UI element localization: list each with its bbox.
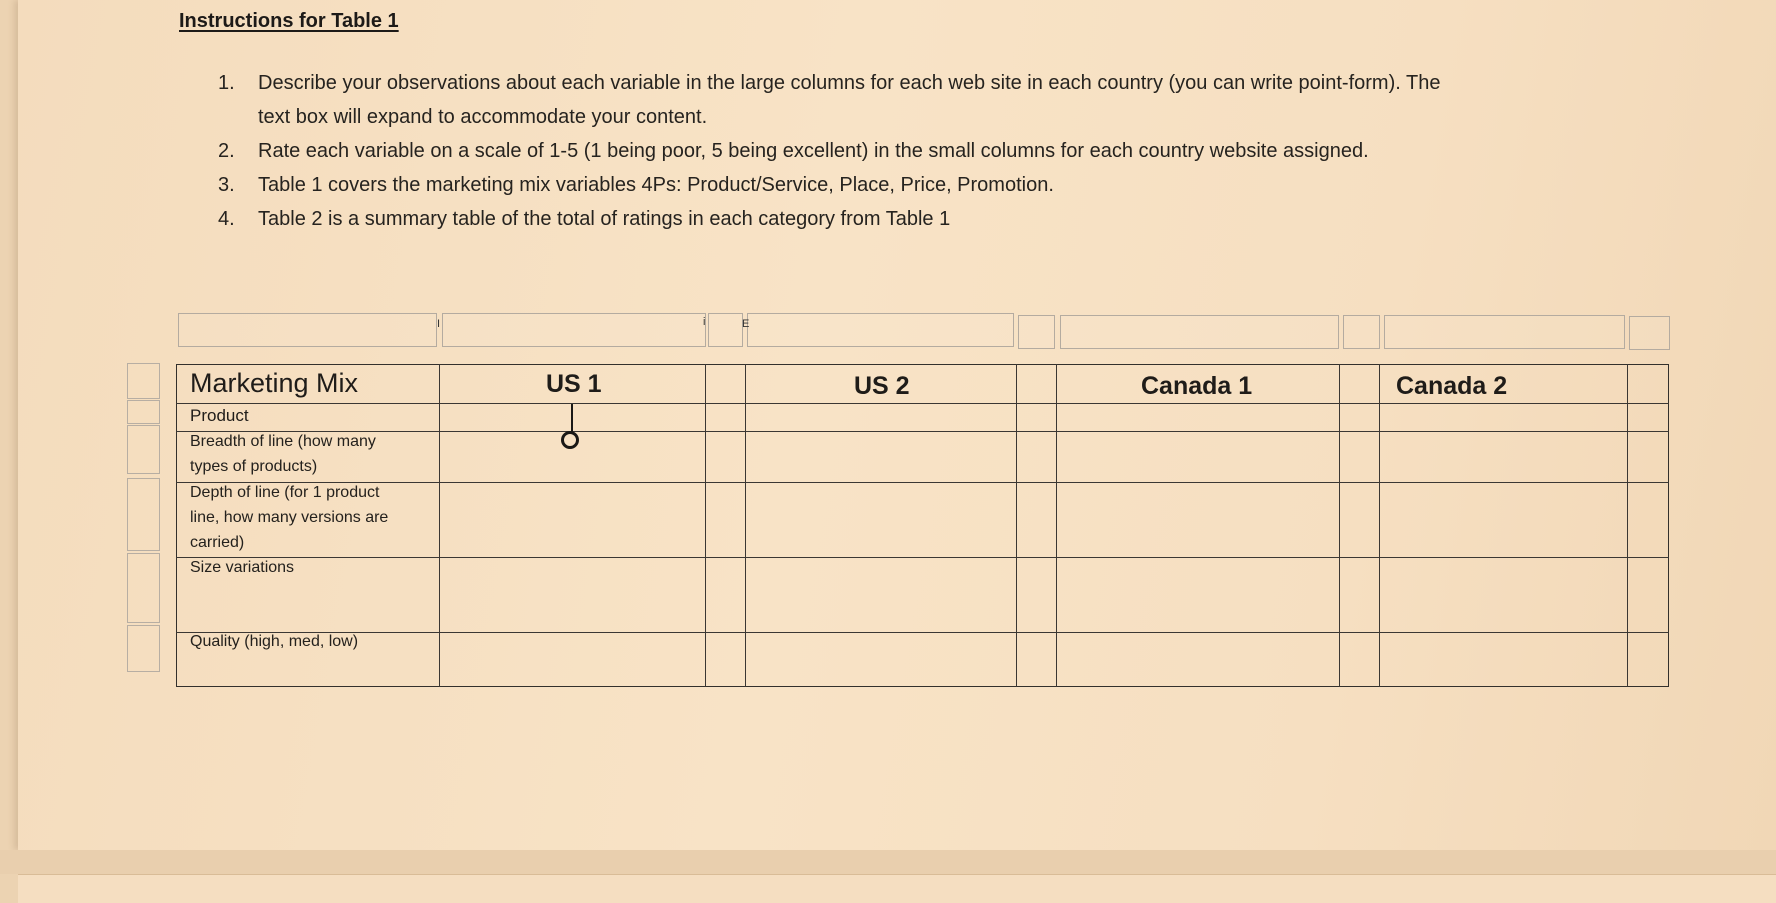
instruction-item — [218, 134, 1648, 168]
gutter-box — [127, 425, 160, 474]
header-textbox[interactable] — [178, 313, 437, 347]
row-label — [190, 629, 358, 654]
col-divider — [1339, 364, 1340, 687]
column-header-canada1: Canada 1 — [1141, 372, 1253, 400]
col-divider — [705, 364, 706, 687]
instruction-number: 2. — [218, 140, 235, 162]
gutter-box — [127, 625, 160, 672]
row-divider — [176, 403, 1669, 404]
instruction-item — [218, 202, 1648, 236]
table-title: Marketing Mix — [190, 368, 359, 398]
move-handle-stem — [571, 404, 573, 432]
instruction-text-cont: text box will expand to accommodate your content. — [258, 106, 708, 128]
gutter-box — [127, 400, 160, 424]
instruction-number: 1. — [218, 72, 235, 94]
instruction-item — [218, 168, 1648, 202]
header-textbox[interactable] — [1060, 315, 1339, 349]
instructions-heading: Instructions for Table 1 — [179, 10, 399, 32]
header-textbox[interactable] — [442, 313, 706, 347]
header-textbox[interactable] — [708, 313, 743, 347]
gutter-box — [127, 363, 160, 399]
instruction-text: Table 2 is a summary table of the total of ratings in each category from Table 1 — [258, 208, 951, 230]
col-divider — [1016, 364, 1017, 687]
col-divider — [1379, 364, 1380, 687]
header-textbox[interactable] — [1384, 315, 1625, 349]
row-label-line: Depth of line (for 1 product — [190, 484, 380, 501]
row-divider — [176, 632, 1669, 633]
instruction-text: Table 1 covers the marketing mix variables 4Ps: Product/Service, Place, Price, Promotion. — [258, 174, 1054, 196]
instruction-number: 4. — [218, 208, 235, 230]
row-label — [190, 429, 376, 479]
column-header-canada2: Canada 2 — [1396, 372, 1508, 400]
col-divider — [745, 364, 746, 687]
stray-mark: E — [742, 318, 750, 330]
instruction-text: Rate each variable on a scale of 1-5 (1 being poor, 5 being excellent) in the small columns for each country website assigned. — [258, 140, 1369, 162]
col-divider — [1627, 364, 1628, 687]
gutter-box — [127, 553, 160, 623]
row-label-line: Size variations — [190, 559, 295, 576]
row-divider — [176, 431, 1669, 432]
instruction-item — [218, 66, 1648, 134]
row-label-line: Breadth of line (how many — [190, 433, 376, 450]
header-textbox[interactable] — [747, 313, 1014, 347]
row-divider — [176, 557, 1669, 558]
move-handle-icon[interactable] — [561, 431, 579, 449]
header-textbox[interactable] — [1018, 315, 1055, 349]
next-page-edge — [18, 874, 1776, 903]
column-header-us1: US 1 — [546, 370, 602, 398]
row-label-line: Quality (high, med, low) — [190, 633, 359, 650]
col-divider — [1056, 364, 1057, 687]
row-divider — [176, 482, 1669, 483]
instructions-list — [218, 66, 1648, 236]
marketing-mix-table — [176, 364, 1669, 687]
section-label: Product — [190, 406, 249, 425]
stray-mark: i — [703, 316, 706, 328]
row-label-line: carried) — [190, 534, 245, 551]
row-label — [190, 555, 294, 580]
col-divider — [439, 364, 440, 687]
page-gap — [0, 850, 1776, 874]
row-label — [190, 480, 388, 555]
instruction-number: 3. — [218, 174, 235, 196]
header-textbox[interactable] — [1343, 315, 1380, 349]
column-header-us2: US 2 — [854, 372, 910, 400]
instruction-text: Describe your observations about each variable in the large columns for each web site in each country (you can write point-form). The — [258, 72, 1441, 94]
row-label-line: types of products) — [190, 458, 318, 475]
row-label-line: line, how many versions are — [190, 509, 389, 526]
gutter-box — [127, 478, 160, 551]
stray-mark: I — [437, 318, 441, 330]
header-textbox[interactable] — [1629, 316, 1670, 350]
